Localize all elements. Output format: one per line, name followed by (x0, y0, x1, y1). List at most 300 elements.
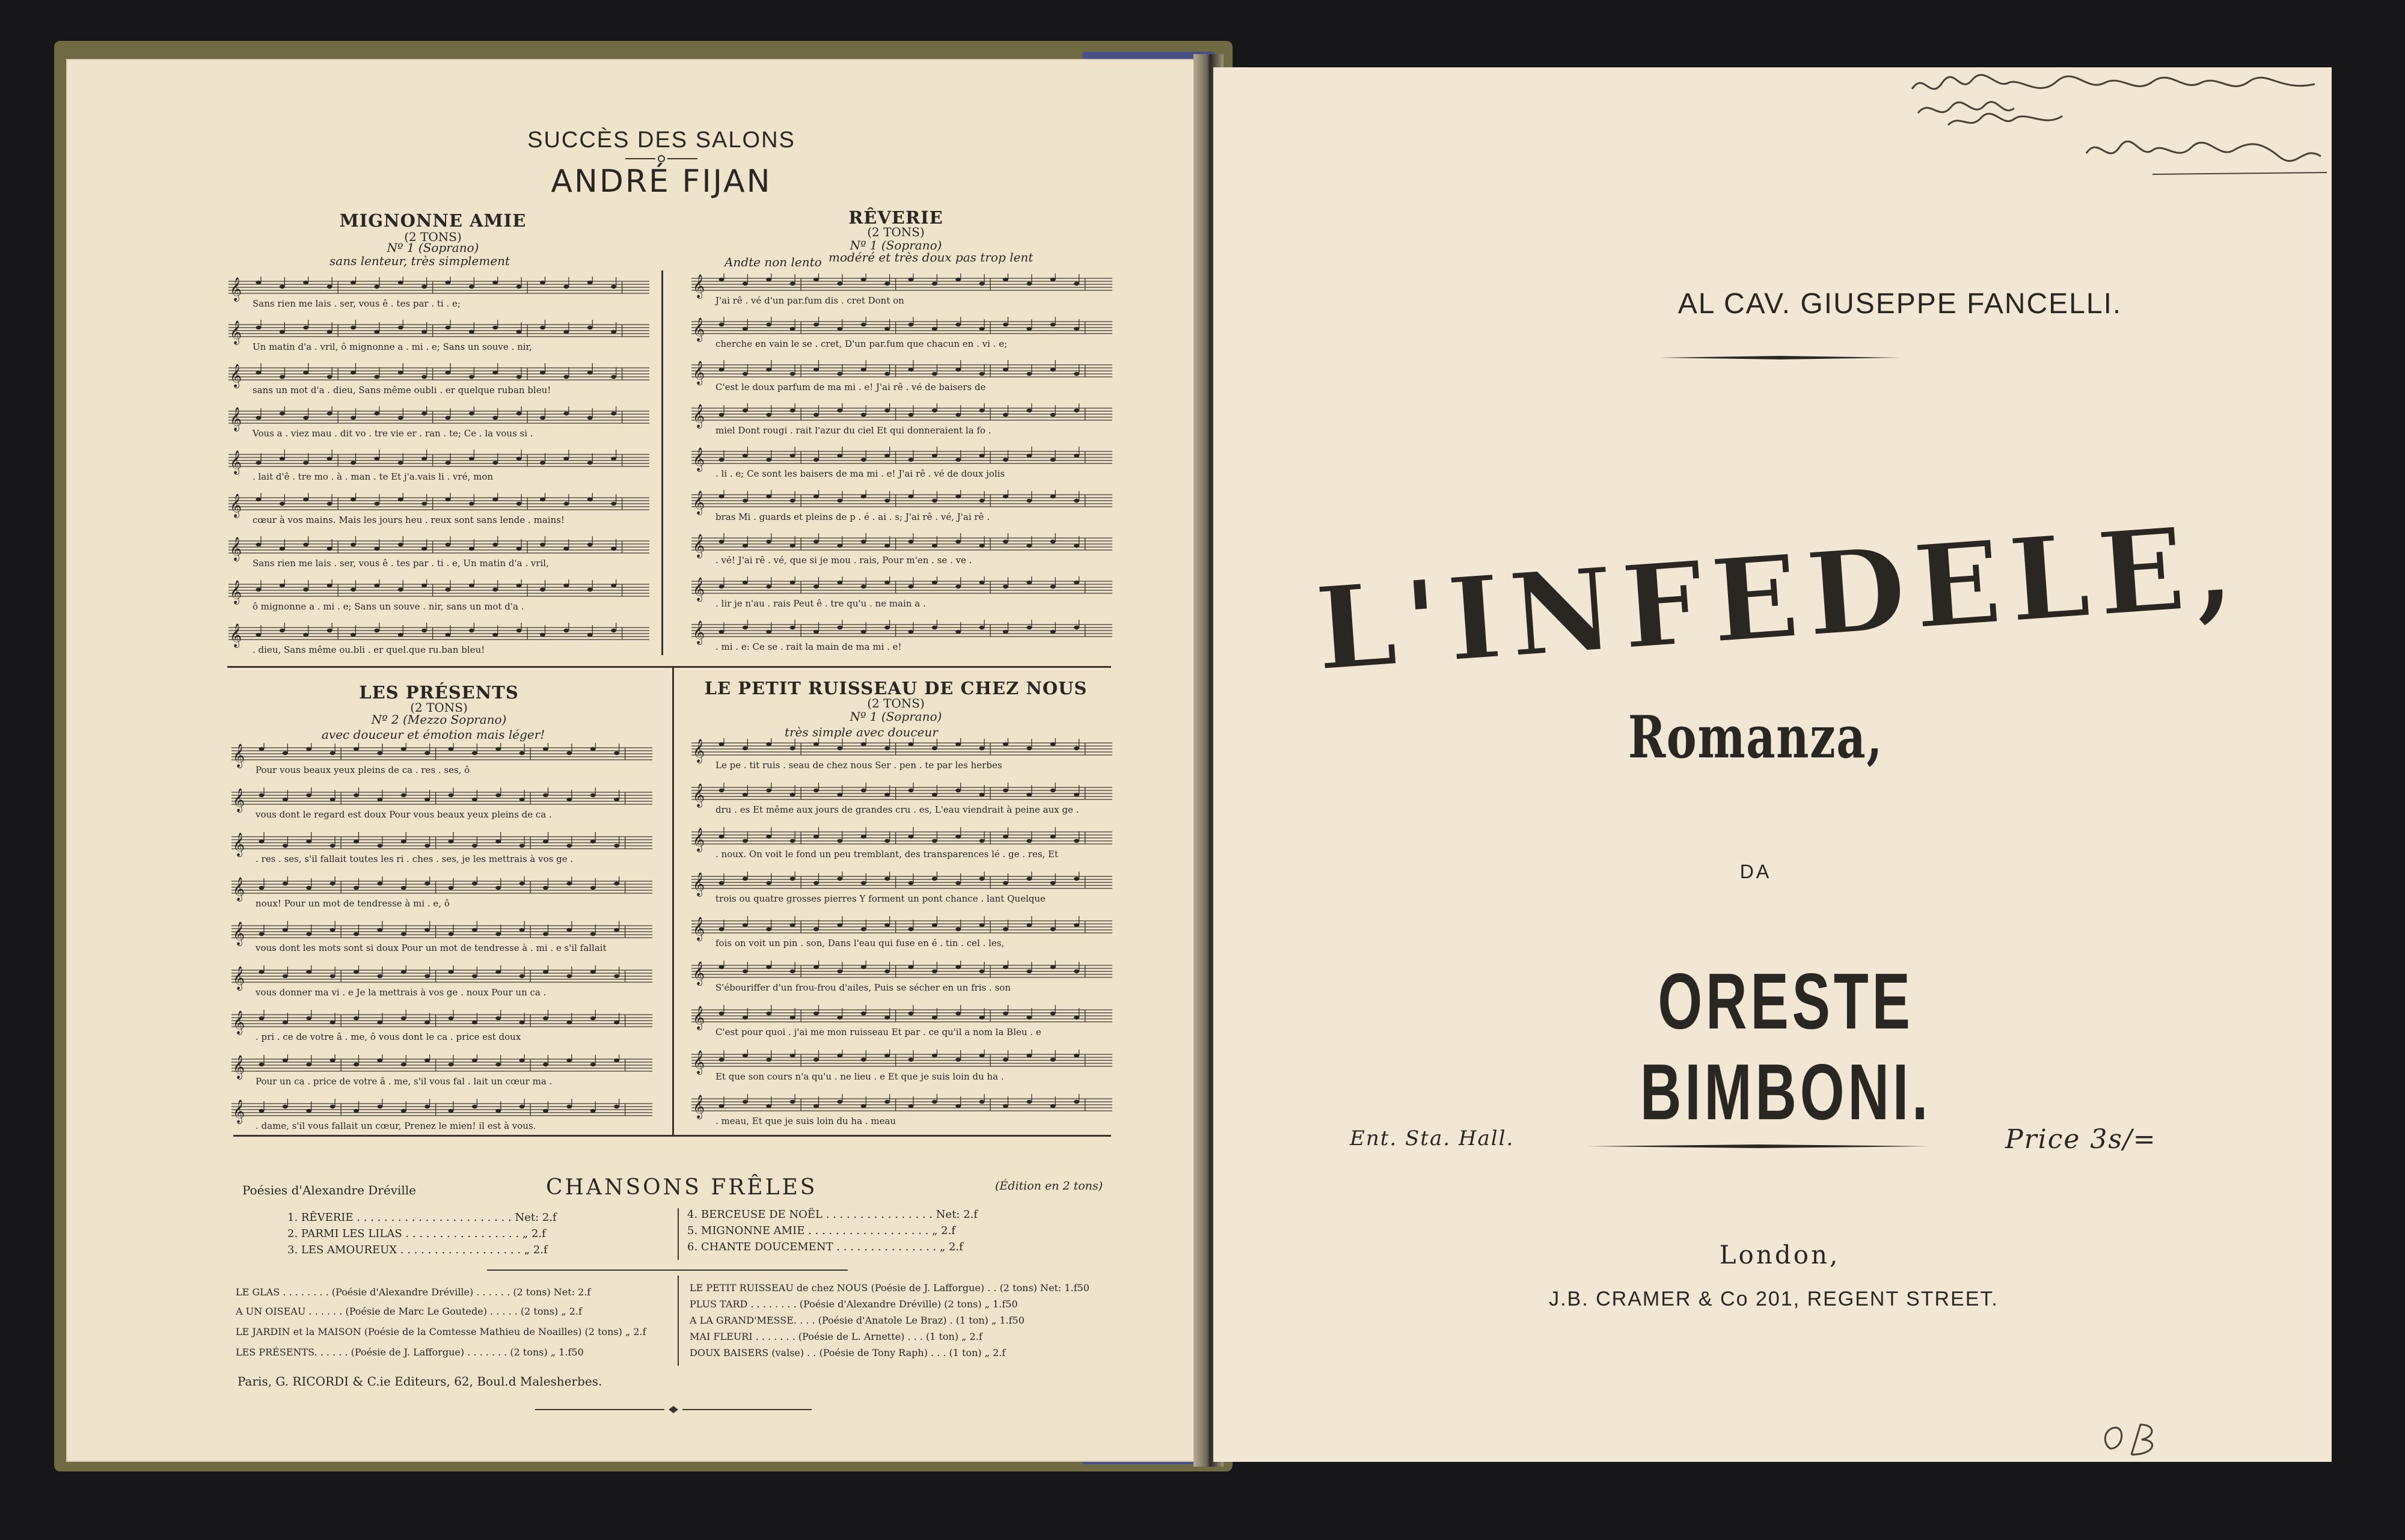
note-head (719, 1104, 725, 1108)
note-head (283, 974, 288, 978)
price-rule (1587, 1142, 1930, 1150)
note-head (979, 1054, 985, 1057)
song-tons: (2 TONS) (404, 230, 462, 244)
note-head (1003, 323, 1008, 326)
note-head (587, 281, 593, 284)
note-head (259, 747, 265, 751)
note-head (837, 1016, 842, 1019)
staff-system (231, 1099, 652, 1131)
note-head (837, 499, 842, 503)
note-head (790, 1016, 795, 1019)
note-head (932, 499, 937, 503)
note-head (1074, 372, 1079, 376)
staff-lines (228, 493, 649, 517)
note-head (790, 839, 795, 843)
note-head (472, 928, 477, 932)
note-head (543, 970, 548, 974)
note-head (587, 326, 593, 329)
note-head (424, 1059, 430, 1062)
note-head (908, 1012, 914, 1015)
note-head (908, 458, 914, 462)
note-head (1003, 540, 1008, 543)
note-head (932, 372, 937, 376)
lyric-line: bras Mi . guards et pleins de p . é . ai . s; J'ai rê . vé, J'ai rê . (715, 512, 990, 522)
lyric-line: Sans rien me lais . ser, vous ê . tes par . ti . e, Un matin d'a . vril, (253, 558, 549, 569)
note-head (743, 793, 748, 796)
note-head (766, 278, 771, 281)
note-head (283, 844, 288, 848)
treble-clef-icon: 𝄞 (693, 274, 705, 298)
note-head (398, 281, 403, 284)
lyric-line: Et que son cours n'a qu'u . ne lieu . e Et que je suis loin du ha . (715, 1071, 1004, 1082)
note-head (766, 630, 771, 634)
treble-clef-icon: 𝄞 (233, 1055, 245, 1079)
song-voice: Nº 1 (Soprano) (850, 709, 942, 724)
note-head (543, 1063, 548, 1066)
note-head (519, 1105, 525, 1108)
note-head (908, 585, 914, 588)
note-head (327, 412, 332, 415)
note-head (861, 630, 866, 634)
note-head (446, 326, 451, 329)
treble-clef-icon: 𝄞 (233, 921, 245, 946)
note-head (374, 629, 379, 632)
note-head (837, 282, 842, 286)
lyric-line: vous dont les mots sont si doux Pour un mot de tendresse à . mi . e s'il fallait (256, 943, 607, 953)
note-head (330, 751, 335, 755)
note-head (837, 544, 842, 548)
note-head (861, 278, 866, 281)
note-head (932, 581, 937, 584)
note-head (446, 588, 451, 591)
note-head (421, 412, 427, 415)
note-head (884, 1016, 890, 1019)
note-head (932, 793, 937, 796)
note-head (421, 584, 427, 587)
note-head (590, 886, 596, 890)
note-head (303, 416, 308, 420)
note-head (908, 965, 914, 969)
note-head (955, 927, 961, 931)
note-head (908, 630, 914, 634)
note-head (1003, 368, 1008, 371)
note-head (908, 540, 914, 543)
note-head (979, 1100, 985, 1104)
lyric-line: . noux. On voit le fond un peu tremblant, des transparences lé . ge . res, Et (715, 849, 1059, 860)
treble-clef-icon: 𝄞 (230, 407, 242, 431)
note-head (932, 327, 937, 331)
note-head (492, 326, 498, 329)
note-head (932, 839, 937, 843)
note-head (469, 285, 474, 289)
note-head (587, 498, 593, 501)
note-head (766, 585, 771, 588)
treble-clef-icon: 𝄞 (233, 833, 245, 857)
note-head (955, 495, 961, 498)
note-head (472, 844, 477, 848)
note-head (743, 372, 748, 376)
song-tons: (2 TONS) (410, 700, 468, 715)
note-head (884, 454, 890, 457)
note-head (303, 498, 308, 501)
treble-clef-icon: 𝄞 (693, 447, 705, 471)
note-head (587, 588, 593, 591)
note-head (543, 793, 548, 797)
note-head (955, 742, 961, 746)
note-head (377, 798, 382, 801)
note-head (374, 412, 379, 415)
note-head (398, 461, 403, 465)
staff-lines (228, 320, 649, 344)
note-head (743, 839, 748, 843)
note-head (472, 1059, 477, 1062)
note-head (766, 323, 771, 326)
note-head (719, 458, 725, 462)
note-head (354, 932, 359, 936)
note-head (374, 285, 379, 289)
ornament-divider (625, 153, 697, 165)
note-head (354, 970, 359, 974)
note-head (1050, 495, 1056, 498)
note-head (563, 375, 569, 379)
note-head (743, 747, 748, 750)
staff-system (691, 1094, 1112, 1126)
note-head (472, 1021, 477, 1024)
note-head (861, 789, 866, 792)
note-head (377, 1105, 382, 1108)
note-head (472, 974, 477, 978)
note-head (908, 1058, 914, 1062)
note-head (1003, 1104, 1008, 1108)
tempo-marking: très simple avec douceur (785, 725, 938, 739)
note-head (330, 1021, 335, 1024)
note-head (908, 1104, 914, 1108)
note-head (354, 840, 359, 843)
note-head (566, 882, 572, 885)
note-head (790, 581, 795, 584)
catalogue-divider (678, 1208, 679, 1260)
note-head (837, 581, 842, 584)
note-head (519, 798, 525, 801)
note-head (861, 413, 866, 417)
note-head (1026, 282, 1032, 286)
note-head (495, 1016, 501, 1020)
note-head (492, 371, 498, 374)
note-head (303, 461, 308, 465)
note-head (908, 323, 914, 326)
note-head (861, 927, 866, 931)
note-head (861, 1104, 866, 1108)
note-head (587, 633, 593, 637)
note-head (1050, 368, 1056, 371)
note-head (979, 282, 985, 286)
note-head (611, 629, 616, 632)
catalogue-extra-item: PLUS TARD . . . . . . . . (Poésie d'Alexandre Dréville) (2 tons) „ 1.f50 (690, 1298, 1018, 1310)
score-bottom-rule (233, 1135, 1111, 1137)
note-head (1026, 581, 1032, 584)
note-head (590, 793, 596, 797)
lyric-line: C'est pour quoi . j'ai me mon ruisseau Et par . ce qu'il a nom la Bleu . e (715, 1027, 1041, 1037)
lyric-line: C'est le doux parfum de ma mi . e! J'ai rê . vé de baisers de (715, 382, 986, 393)
note-head (495, 970, 501, 974)
note-head (743, 1016, 748, 1019)
note-head (955, 278, 961, 281)
treble-clef-icon: 𝄞 (693, 404, 705, 428)
note-head (861, 495, 866, 498)
note-head (932, 877, 937, 881)
note-head (351, 371, 356, 374)
note-head (884, 544, 890, 548)
note-head (813, 881, 819, 885)
note-head (351, 461, 356, 465)
catalogue-item: 3. LES AMOUREUX . . . . . . . . . . . . . . . . . . „ 2.f (287, 1244, 548, 1256)
note-head (955, 1058, 961, 1062)
note-head (908, 789, 914, 792)
note-head (469, 584, 474, 587)
treble-clef-icon: 𝄞 (693, 961, 705, 985)
note-head (979, 409, 985, 412)
staff-lines (228, 363, 649, 387)
note-head (351, 281, 356, 284)
note-head (1026, 327, 1032, 331)
treble-clef-icon: 𝄞 (230, 580, 242, 604)
lyric-line: Sans rien me lais . ser, vous ê . tes par . ti . e; (253, 298, 461, 309)
treble-clef-icon: 𝄞 (693, 1050, 705, 1074)
note-head (884, 839, 890, 843)
note-head (421, 457, 427, 460)
note-head (351, 633, 356, 637)
note-head (256, 543, 262, 546)
note-head (516, 502, 522, 506)
note-head (540, 371, 545, 374)
note-head (766, 540, 771, 543)
note-head (1026, 544, 1032, 548)
note-head (1074, 499, 1079, 503)
note-head (1074, 626, 1079, 629)
note-head (590, 747, 596, 751)
note-head (280, 412, 285, 415)
note-head (813, 630, 819, 634)
treble-clef-icon: 𝄞 (693, 1095, 705, 1119)
note-head (280, 375, 285, 379)
note-head (813, 413, 819, 417)
staff-system (231, 743, 652, 775)
lyric-line: . lir je n'au . rais Peut ê . tre qu'u . ne main a . (715, 598, 926, 609)
song-tons: (2 TONS) (867, 225, 925, 239)
staff-system (691, 961, 1112, 993)
note-head (932, 1054, 937, 1057)
note-head (283, 882, 288, 885)
note-head (377, 928, 382, 932)
note-head (401, 1016, 406, 1020)
treble-clef-icon: 𝄞 (693, 577, 705, 601)
lyric-line: cherche en vain le se . cret, D'un par.fum que chacun en . vi . e; (715, 338, 1008, 349)
staff-lines (228, 406, 649, 430)
note-head (259, 970, 265, 974)
note-head (1026, 839, 1032, 843)
note-head (424, 751, 430, 755)
catalogue-item: 6. CHANTE DOUCEMENT . . . . . . . . . . . . . . . „ 2.f (687, 1241, 963, 1253)
note-head (719, 540, 725, 543)
note-head (837, 747, 842, 750)
note-head (884, 793, 890, 796)
note-head (1074, 327, 1079, 331)
note-head (516, 375, 522, 379)
treble-clef-icon: 𝄞 (693, 783, 705, 807)
left-publisher-line: Paris, G. RICORDI & C.ie Editeurs, 62, Boul.d Malesherbes. (237, 1374, 602, 1389)
note-head (932, 1100, 937, 1104)
note-head (837, 839, 842, 843)
note-head (540, 461, 545, 465)
note-head (1003, 927, 1008, 931)
stationers-hall-entry: Ent. Sta. Hall. (1350, 1126, 1515, 1150)
note-head (256, 588, 262, 591)
note-head (516, 457, 522, 460)
note-head (813, 585, 819, 588)
note-head (861, 458, 866, 462)
note-head (306, 793, 311, 797)
note-head (813, 1058, 819, 1062)
note-head (1003, 630, 1008, 634)
note-head (614, 844, 619, 848)
note-head (472, 751, 477, 755)
note-head (813, 1104, 819, 1108)
note-head (303, 633, 308, 637)
main-title-text: L'INFEDELE, (1311, 498, 2246, 697)
staff-lines (231, 787, 652, 811)
note-head (259, 1016, 265, 1020)
note-head (492, 281, 498, 284)
publication-city: London, (1719, 1240, 1840, 1270)
note-head (566, 798, 572, 801)
note-head (354, 1016, 359, 1020)
staff-system (228, 536, 649, 569)
note-head (516, 547, 522, 551)
note-head (1050, 630, 1056, 634)
note-head (1026, 793, 1032, 796)
note-head (884, 970, 890, 973)
note-head (516, 285, 522, 289)
treble-clef-icon: 𝄞 (230, 277, 242, 301)
note-head (955, 1104, 961, 1108)
treble-clef-icon: 𝄞 (693, 917, 705, 941)
note-head (932, 409, 937, 412)
note-head (932, 626, 937, 629)
note-head (1050, 1104, 1056, 1108)
staff-lines (231, 965, 652, 989)
catalogue-item: 1. RÊVERIE . . . . . . . . . . . . . . . . . . . . . . . Net: 2.f (287, 1211, 557, 1224)
note-head (955, 413, 961, 417)
lyric-line: J'ai rê . vé d'un par.fum dis . cret Dont on (715, 295, 904, 306)
lyric-line: noux! Pour un mot de tendresse à mi . e, ô (256, 898, 450, 909)
song-voice: Nº 1 (Soprano) (387, 240, 479, 255)
staff-lines (691, 360, 1112, 384)
note-head (884, 409, 890, 412)
staff-system (231, 965, 652, 998)
treble-clef-icon: 𝄞 (693, 1006, 705, 1030)
note-head (401, 747, 406, 751)
staff-system (691, 447, 1112, 479)
staff-lines (691, 317, 1112, 341)
note-head (743, 923, 748, 927)
catalogue-item: 2. PARMI LES LILAS . . . . . . . . . . . . . . . . . „ 2.f (287, 1227, 546, 1240)
note-head (566, 751, 572, 755)
note-head (979, 877, 985, 881)
note-head (979, 581, 985, 584)
note-head (1003, 413, 1008, 417)
note-head (908, 881, 914, 885)
note-head (743, 581, 748, 584)
note-head (283, 928, 288, 932)
staff-system (231, 1054, 652, 1087)
note-head (766, 368, 771, 371)
staff-lines (691, 1005, 1112, 1029)
note-head (979, 839, 985, 843)
note-head (519, 928, 525, 932)
treble-clef-icon: 𝄞 (693, 739, 705, 763)
staff-lines (691, 916, 1112, 940)
staff-lines (691, 273, 1112, 298)
note-head (766, 1104, 771, 1108)
note-head (611, 584, 616, 587)
catalogue-extra-item: DOUX BAISERS (valse) . . (Poésie de Tony Raph) . . . (1 ton) „ 2.f (690, 1347, 1006, 1358)
note-head (955, 789, 961, 792)
note-head (424, 844, 430, 848)
section-divider (227, 666, 1111, 668)
staff-system (228, 623, 649, 655)
note-head (766, 742, 771, 746)
lyric-line: trois ou quatre grosses pierres Y forment un pont chance . lant Quelque (715, 893, 1046, 904)
note-head (563, 584, 569, 587)
note-head (1026, 923, 1032, 927)
note-head (908, 413, 914, 417)
note-head (421, 502, 427, 506)
lyric-line: Le pe . tit ruis . seau de chez nous Ser . pen . te par les herbes (715, 760, 1002, 771)
note-head (495, 1063, 501, 1066)
note-head (861, 1058, 866, 1062)
note-head (330, 974, 335, 978)
staff-lines (228, 277, 649, 301)
note-head (1074, 581, 1079, 584)
publisher-line: J.B. CRAMER & Co 201, REGENT STREET. (1549, 1288, 1999, 1310)
note-head (401, 793, 406, 797)
note-head (719, 742, 725, 746)
lyric-line: vous dont le regard est doux Pour vous beaux yeux pleins de ca . (256, 809, 552, 820)
staff-lines (231, 743, 652, 767)
note-head (884, 499, 890, 503)
note-head (283, 1021, 288, 1024)
note-head (449, 1109, 454, 1113)
note-head (540, 281, 545, 284)
lyric-line: Un matin d'a . vril, ô mignonne a . mi . e; Sans un souve . nir, (253, 341, 532, 352)
note-head (330, 928, 335, 932)
note-head (790, 626, 795, 629)
note-head (743, 454, 748, 457)
catalogue-extra-item: A UN OISEAU . . . . . . (Poésie de Marc Le Goutede) . . . . . (2 tons) „ 2.f (236, 1306, 582, 1317)
staff-system (691, 273, 1112, 306)
note-head (495, 886, 501, 890)
note-head (587, 371, 593, 374)
note-head (421, 629, 427, 632)
note-head (303, 326, 308, 329)
note-head (449, 932, 454, 936)
note-head (1074, 454, 1079, 457)
note-head (303, 371, 308, 374)
note-head (1003, 881, 1008, 885)
note-head (401, 886, 406, 890)
note-head (1050, 585, 1056, 588)
note-head (492, 461, 498, 465)
